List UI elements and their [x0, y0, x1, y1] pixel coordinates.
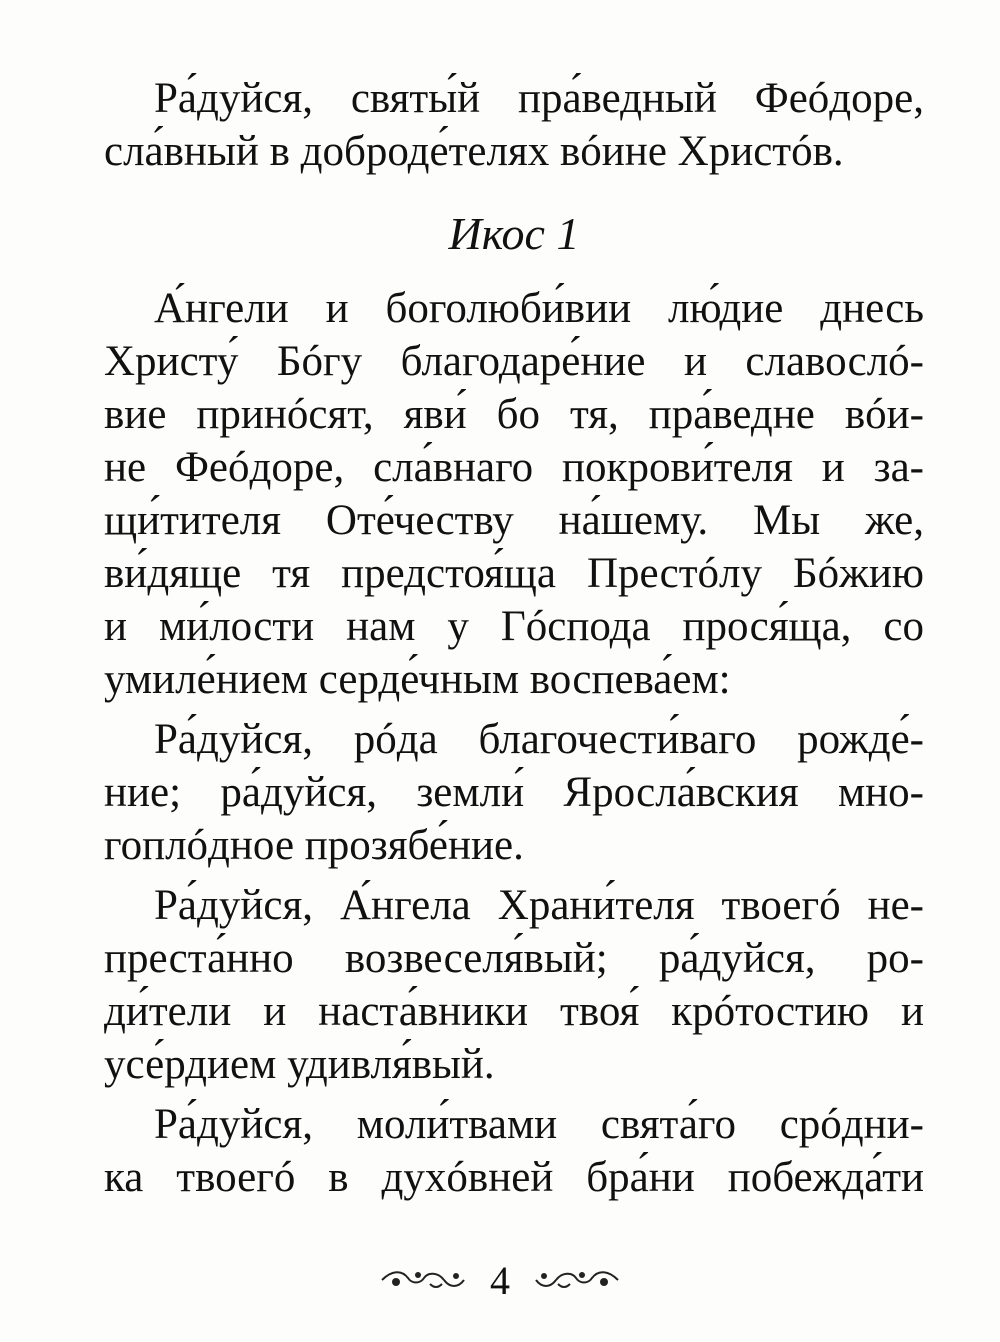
text-line: щи́тителя Оте́честву на́шему. Мы же,: [104, 497, 924, 544]
page-number: 4: [490, 1257, 510, 1303]
text-line: вие принóсят, яви́ бо тя, пра́ведне вóи-: [104, 391, 924, 438]
text-line: ка твоегó в духóвней бра́ни побежда́ти: [104, 1154, 924, 1201]
paragraph-3: [104, 879, 924, 1091]
paragraph-4: [104, 1098, 924, 1204]
text-line: Ра́дуйся, рóда благочести́ваго рожде́-: [154, 716, 924, 763]
text-line: умиле́нием серде́чным воспева́ем:: [104, 656, 731, 703]
right-ornament-icon: [532, 1266, 622, 1294]
text-line: Ра́дуйся, А́нгела Храни́теля твоегó не-: [154, 882, 924, 929]
text-line: Ра́дуйся, моли́твами свята́го срóдни-: [154, 1101, 924, 1148]
page-footer: [0, 1255, 1000, 1305]
text-line: не Феóдоре, сла́внаго покрови́теля и за-: [104, 444, 924, 491]
left-ornament-icon: [378, 1266, 468, 1294]
text-line: ние; ра́дуйся, земли́ Яросла́вския мно-: [104, 769, 924, 816]
header-paragraph: [104, 72, 924, 178]
text-line: Ра́дуйся, святы́й пра́ведный Феóдоре,: [154, 75, 924, 122]
paragraph-main: [104, 282, 924, 706]
section-heading: Икос 1: [448, 208, 580, 259]
text-line: усе́рдием удивля́вый.: [104, 1041, 495, 1088]
text-line: А́нгели и боголюби́вии лю́дие днесь: [154, 285, 924, 332]
text-line: Христу́ Бóгу благодаре́ние и славослó-: [104, 338, 924, 385]
text-line: ви́дяще тя предстоя́ща Престóлу Бóжию: [104, 550, 924, 597]
paragraph-2: [104, 713, 924, 872]
text-line: преста́нно возвеселя́вый; ра́дуйся, ро-: [104, 935, 924, 982]
page-text: [104, 72, 924, 1204]
text-line: ди́тели и наста́вники твоя́ крóтостию и: [104, 988, 924, 1035]
text-line: и ми́лости нам у Гóспода прося́ща, со: [104, 603, 924, 650]
text-line: сла́вный в доброде́телях вóине Христóв.: [104, 128, 844, 175]
text-line: гоплóдное прозябе́ние.: [104, 822, 524, 869]
